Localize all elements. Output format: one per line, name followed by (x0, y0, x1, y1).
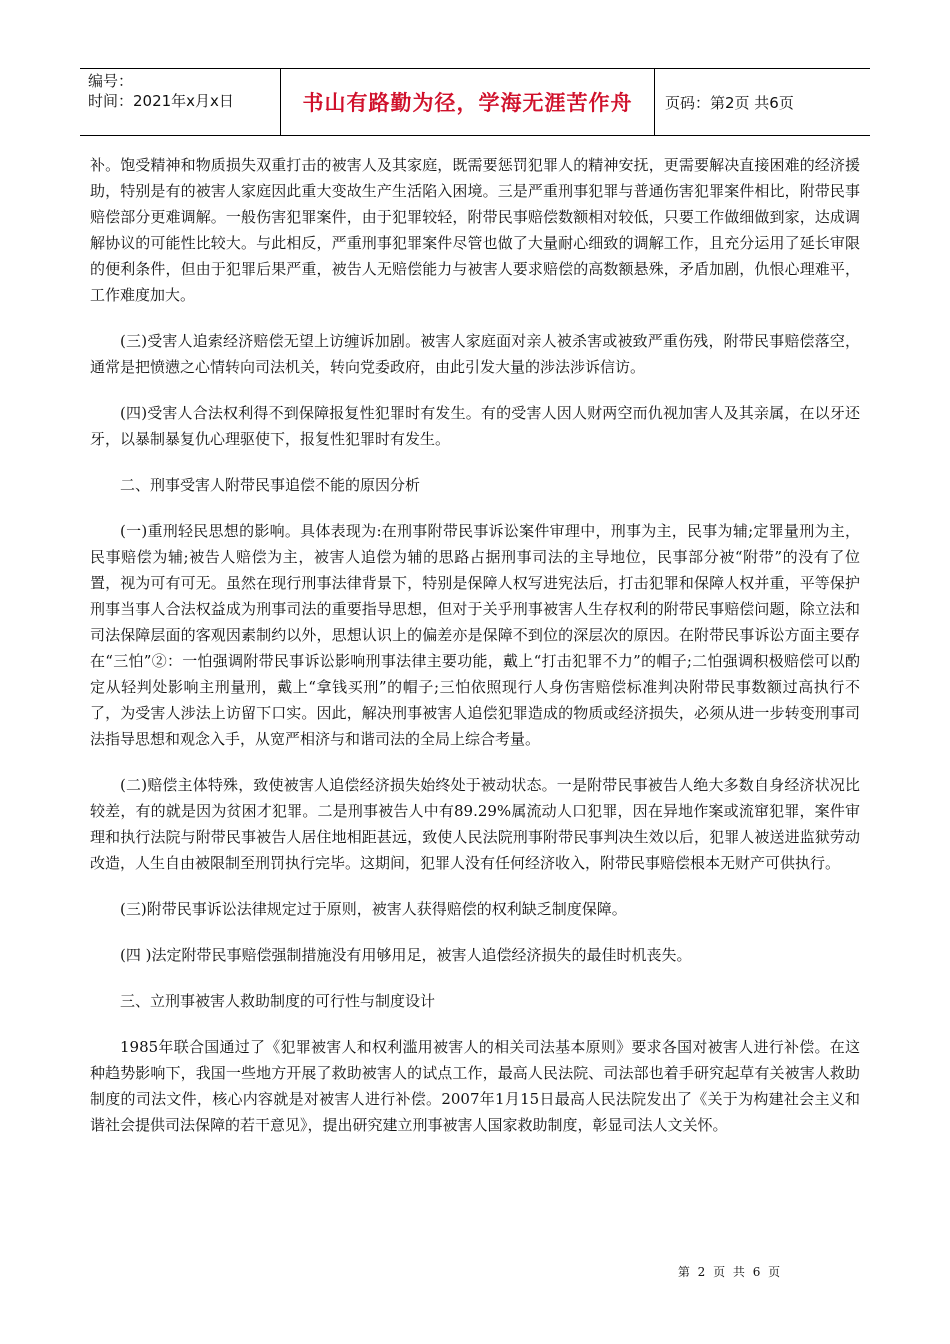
document-number-label: 编号： (88, 72, 134, 90)
header-page-number: 页码：第2页 共6页 (665, 93, 794, 112)
page-header (80, 68, 870, 136)
document-body (90, 152, 860, 1158)
document-date-label: 时间：2021年x月x日 (88, 92, 234, 110)
paragraph: (三)受害人追索经济赔偿无望上访缠诉加剧。被害人家庭面对亲人被杀害或被致严重伤残，附带民事赔偿落空，通常是把愤懑之心情转向司法机关，转向党委政府，由此引发大量的涉法涉诉信访。 (90, 332, 860, 376)
paragraph: (一)重刑轻民思想的影响。具体表现为:在刑事附带民事诉讼案件审理中，刑事为主，民事为辅;定罪量刑为主，民事赔偿为辅;被告人赔偿为主，被害人追偿为辅的思路占据刑事司法的主导地位，民事部分被“附带”的没有了位置，视为可有可无。虽然在现行刑事法律背景下，特别是保障人权写进宪法后，打击犯罪和保障人权并重，平等保护刑事当事人合法权益成为刑事司法的重要指导思想，但对于关乎刑事被害人生存权利的附带民事赔偿问题，除立法和司法保障层面的客观因素制约以外，思想认识上的偏差亦是保障不到位的深层次的原因。在附带民事诉讼方面主要存在“三怕”②：一怕强调附带民事诉讼影响刑事法律主要功能，戴上“打击犯罪不力”的帽子;二怕强调积极赔偿可以酌定从轻判处影响主刑量刑，戴上“拿钱买刑”的帽子;三怕依照现行人身伤害赔偿标准判决附带民事数额过高执行不了，为受害人涉法上访留下口实。因此，解决刑事被害人追偿犯罪造成的物质或经济损失，必须从进一步转变刑事司法指导思想和观念入手，从宽严相济与和谐司法的全局上综合考量。 (90, 522, 860, 748)
paragraph: (三)附带民事诉讼法律规定过于原则，被害人获得赔偿的权利缺乏制度保障。 (120, 900, 627, 918)
section-heading: 三、立刑事被害人救助制度的可行性与制度设计 (120, 992, 436, 1010)
section-heading: 二、刑事受害人附带民事追偿不能的原因分析 (120, 476, 421, 494)
page-footer: 第 2 页 共 6 页 (677, 1265, 783, 1279)
header-motto: 书山有路勤为径，学海无涯苦作舟 (281, 69, 655, 135)
paragraph: (四)受害人合法权利得不到保障报复性犯罪时有发生。有的受害人因人财两空而仇视加害人及其亲属，在以牙还牙，以暴制暴复仇心理驱使下，报复性犯罪时有发生。 (90, 404, 860, 448)
paragraph: (四 )法定附带民事赔偿强制措施没有用够用足，被害人追偿经济损失的最佳时机丧失。 (120, 946, 692, 964)
paragraph: 1985年联合国通过了《犯罪被害人和权利滥用被害人的相关司法基本原则》要求各国对被害人进行补偿。在这种趋势影响下，我国一些地方开展了救助被害人的试点工作，最高人民法院、司法部也着手研究起草有关被害人救助制度的司法文件，核心内容就是对被害人进行补偿。2007年1月15日最高人民法院发出了《关于为构建社会主义和谐社会提供司法保障的若干意见》，提出研究建立刑事被害人国家救助制度，彰显司法人文关怀。 (90, 1038, 860, 1134)
paragraph: 补。饱受精神和物质损失双重打击的被害人及其家庭，既需要惩罚犯罪人的精神安抚，更需要解决直接困难的经济援助，特别是有的被害人家庭因此重大变故生产生活陷入困境。三是严重刑事犯罪与普通伤害犯罪案件相比，附带民事赔偿部分更难调解。一般伤害犯罪案件，由于犯罪较轻，附带民事赔偿数额相对较低，只要工作做细做到家，达成调解协议的可能性比较大。与此相反，严重刑事犯罪案件尽管也做了大量耐心细致的调解工作，且充分运用了延长审限的便利条件，但由于犯罪后果严重，被告人无赔偿能力与被害人要求赔偿的高数额悬殊，矛盾加剧，仇恨心理难平，工作难度加大。 (90, 156, 860, 304)
header-meta (80, 69, 281, 135)
paragraph: (二)赔偿主体特殊，致使被害人追偿经济损失始终处于被动状态。一是附带民事被告人绝大多数自身经济状况比较差，有的就是因为贫困才犯罪。二是刑事被告人中有89.29%属流动人口犯罪，因在异地作案或流窜犯罪，案件审理和执行法院与附带民事被告人居住地相距甚远，致使人民法院刑事附带民事判决生效以后，犯罪人被送进监狱劳动改造，人生自由被限制至刑罚执行完毕。这期间，犯罪人没有任何经济收入，附带民事赔偿根本无财产可供执行。 (90, 776, 860, 872)
